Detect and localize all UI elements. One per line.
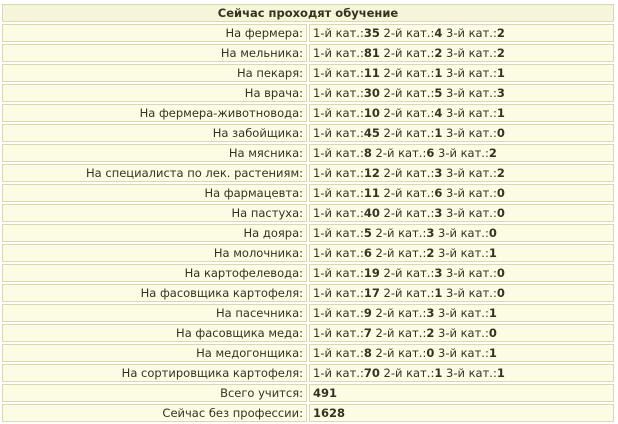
table-row xyxy=(2,344,614,362)
category-count: 0 xyxy=(496,206,505,220)
category-label: 1-й кат.: xyxy=(313,26,364,40)
category-count: 12 xyxy=(363,166,380,180)
category-label: 1-й кат.: xyxy=(313,126,364,140)
category-label: 3-й кат.: xyxy=(446,26,497,40)
profession-label: На врача: xyxy=(2,84,307,102)
category-count: 1 xyxy=(488,246,497,260)
category-label: 1-й кат.: xyxy=(313,146,364,160)
category-label: 3-й кат.: xyxy=(446,266,497,280)
category-label: 1-й кат.: xyxy=(313,86,364,100)
category-counts xyxy=(309,104,614,122)
table-header: Сейчас проходят обучение xyxy=(2,4,614,22)
table-row xyxy=(2,124,614,142)
category-counts xyxy=(309,44,614,62)
category-count: 3 xyxy=(496,86,505,100)
category-label: 2-й кат.: xyxy=(383,206,435,220)
table-row xyxy=(2,224,614,242)
category-label: 2-й кат.: xyxy=(383,26,435,40)
category-count: 7 xyxy=(363,326,372,340)
category-count: 1 xyxy=(496,366,505,380)
category-label: 1-й кат.: xyxy=(313,166,364,180)
category-count: 3 xyxy=(434,266,443,280)
category-label: 2-й кат.: xyxy=(383,266,435,280)
category-counts xyxy=(309,224,614,242)
table-row xyxy=(2,204,614,222)
category-count: 10 xyxy=(363,106,380,120)
category-count: 1 xyxy=(496,66,505,80)
category-count: 2 xyxy=(426,246,435,260)
table-row xyxy=(2,44,614,62)
category-label: 2-й кат.: xyxy=(383,126,435,140)
category-count: 0 xyxy=(488,326,497,340)
category-label: 3-й кат.: xyxy=(438,226,489,240)
category-counts xyxy=(309,304,614,322)
category-label: 1-й кат.: xyxy=(313,306,364,320)
category-label: 3-й кат.: xyxy=(438,346,489,360)
category-count: 8 xyxy=(363,346,372,360)
category-count: 4 xyxy=(434,26,443,40)
table-row xyxy=(2,184,614,202)
category-label: 3-й кат.: xyxy=(446,66,497,80)
category-count: 0 xyxy=(488,226,497,240)
category-label: 3-й кат.: xyxy=(446,46,497,60)
no-profession-row xyxy=(2,404,614,422)
category-count: 0 xyxy=(496,266,505,280)
category-count: 4 xyxy=(434,106,443,120)
category-label: 2-й кат.: xyxy=(375,226,427,240)
category-label: 3-й кат.: xyxy=(446,166,497,180)
category-label: 3-й кат.: xyxy=(446,186,497,200)
table-row xyxy=(2,364,614,382)
category-count: 2 xyxy=(496,46,505,60)
category-count: 45 xyxy=(363,126,380,140)
category-counts xyxy=(309,204,614,222)
category-count: 3 xyxy=(434,166,443,180)
profession-label: На фермера-животновода: xyxy=(2,104,307,122)
category-label: 1-й кат.: xyxy=(313,186,364,200)
category-label: 3-й кат.: xyxy=(438,326,489,340)
category-label: 1-й кат.: xyxy=(313,206,364,220)
profession-label: На фармацевта: xyxy=(2,184,307,202)
profession-label: На мясника: xyxy=(2,144,307,162)
category-label: 1-й кат.: xyxy=(313,246,364,260)
no-profession-cell xyxy=(309,404,614,422)
category-label: 2-й кат.: xyxy=(375,246,427,260)
category-count: 19 xyxy=(363,266,380,280)
category-counts xyxy=(309,264,614,282)
category-counts xyxy=(309,144,614,162)
category-count: 2 xyxy=(496,26,505,40)
category-label: 1-й кат.: xyxy=(313,226,364,240)
table-row xyxy=(2,264,614,282)
table-row xyxy=(2,304,614,322)
category-label: 3-й кат.: xyxy=(446,86,497,100)
profession-label: На картофелевода: xyxy=(2,264,307,282)
category-label: 1-й кат.: xyxy=(313,266,364,280)
profession-label: На молочника: xyxy=(2,244,307,262)
profession-label: На дояра: xyxy=(2,224,307,242)
category-count: 1 xyxy=(434,366,443,380)
category-label: 3-й кат.: xyxy=(446,286,497,300)
no-profession-value: 1628 xyxy=(313,406,346,420)
profession-label: На забойщика: xyxy=(2,124,307,142)
profession-label: На специалиста по лек. растениям: xyxy=(2,164,307,182)
category-count: 11 xyxy=(363,186,380,200)
category-count: 70 xyxy=(363,366,380,380)
table-row xyxy=(2,104,614,122)
category-label: 2-й кат.: xyxy=(375,306,427,320)
category-label: 1-й кат.: xyxy=(313,106,364,120)
category-label: 1-й кат.: xyxy=(313,66,364,80)
profession-label: На пекаря: xyxy=(2,64,307,82)
category-label: 3-й кат.: xyxy=(446,126,497,140)
profession-label: На мельника: xyxy=(2,44,307,62)
category-label: 3-й кат.: xyxy=(438,146,489,160)
category-count: 0 xyxy=(496,186,505,200)
training-table-wrapper xyxy=(0,2,616,424)
category-count: 17 xyxy=(363,286,380,300)
category-label: 3-й кат.: xyxy=(446,366,497,380)
profession-label: На фасовщика картофеля: xyxy=(2,284,307,302)
category-counts xyxy=(309,244,614,262)
table-row xyxy=(2,84,614,102)
total-students-row xyxy=(2,384,614,402)
category-count: 1 xyxy=(488,306,497,320)
category-count: 6 xyxy=(434,186,443,200)
category-count: 5 xyxy=(434,86,443,100)
category-count: 40 xyxy=(363,206,380,220)
category-count: 2 xyxy=(434,46,443,60)
category-counts xyxy=(309,84,614,102)
category-label: 1-й кат.: xyxy=(313,346,364,360)
category-label: 2-й кат.: xyxy=(383,46,435,60)
table-row xyxy=(2,164,614,182)
category-label: 3-й кат.: xyxy=(438,306,489,320)
category-count: 81 xyxy=(363,46,380,60)
category-counts xyxy=(309,64,614,82)
category-counts xyxy=(309,124,614,142)
category-count: 1 xyxy=(434,126,443,140)
profession-label: На фасовщика меда: xyxy=(2,324,307,342)
category-label: 2-й кат.: xyxy=(383,66,435,80)
table-row xyxy=(2,24,614,42)
category-count: 1 xyxy=(496,106,505,120)
category-label: 2-й кат.: xyxy=(375,326,427,340)
category-count: 2 xyxy=(496,166,505,180)
category-label: 1-й кат.: xyxy=(313,46,364,60)
category-counts xyxy=(309,364,614,382)
category-count: 6 xyxy=(363,246,372,260)
category-label: 2-й кат.: xyxy=(383,366,435,380)
category-count: 0 xyxy=(496,286,505,300)
table-row xyxy=(2,284,614,302)
table-row xyxy=(2,244,614,262)
no-profession-label: Сейчас без профессии: xyxy=(2,404,307,422)
category-count: 30 xyxy=(363,86,380,100)
total-students-value: 491 xyxy=(313,386,338,400)
category-count: 11 xyxy=(363,66,380,80)
category-count: 3 xyxy=(434,206,443,220)
category-label: 2-й кат.: xyxy=(383,286,435,300)
table-header-row xyxy=(2,4,614,22)
category-counts xyxy=(309,324,614,342)
profession-label: На пасечника: xyxy=(2,304,307,322)
category-label: 3-й кат.: xyxy=(446,106,497,120)
category-count: 8 xyxy=(363,146,372,160)
category-counts xyxy=(309,344,614,362)
profession-label: На медогонщика: xyxy=(2,344,307,362)
category-count: 2 xyxy=(488,146,497,160)
total-students-label: Всего учится: xyxy=(2,384,307,402)
category-counts xyxy=(309,24,614,42)
category-label: 2-й кат.: xyxy=(383,186,435,200)
category-count: 6 xyxy=(426,146,435,160)
category-counts xyxy=(309,164,614,182)
category-label: 2-й кат.: xyxy=(383,86,435,100)
category-label: 2-й кат.: xyxy=(375,346,427,360)
category-label: 1-й кат.: xyxy=(313,326,364,340)
category-count: 3 xyxy=(426,226,435,240)
category-label: 1-й кат.: xyxy=(313,366,364,380)
category-count: 1 xyxy=(434,286,443,300)
category-count: 9 xyxy=(363,306,372,320)
category-count: 0 xyxy=(426,346,435,360)
category-count: 1 xyxy=(488,346,497,360)
table-row xyxy=(2,64,614,82)
profession-label: На пастуха: xyxy=(2,204,307,222)
category-count: 0 xyxy=(496,126,505,140)
total-students-cell xyxy=(309,384,614,402)
category-label: 2-й кат.: xyxy=(383,106,435,120)
category-count: 2 xyxy=(426,326,435,340)
table-row xyxy=(2,144,614,162)
category-label: 3-й кат.: xyxy=(446,206,497,220)
category-label: 2-й кат.: xyxy=(375,146,427,160)
table-row xyxy=(2,324,614,342)
profession-label: На сортировщика картофеля: xyxy=(2,364,307,382)
profession-label: На фермера: xyxy=(2,24,307,42)
category-count: 35 xyxy=(363,26,380,40)
category-count: 1 xyxy=(434,66,443,80)
category-counts xyxy=(309,284,614,302)
category-counts xyxy=(309,184,614,202)
category-label: 2-й кат.: xyxy=(383,166,435,180)
training-table xyxy=(0,2,616,424)
category-label: 3-й кат.: xyxy=(438,246,489,260)
category-count: 3 xyxy=(426,306,435,320)
category-count: 5 xyxy=(363,226,372,240)
category-label: 1-й кат.: xyxy=(313,286,364,300)
